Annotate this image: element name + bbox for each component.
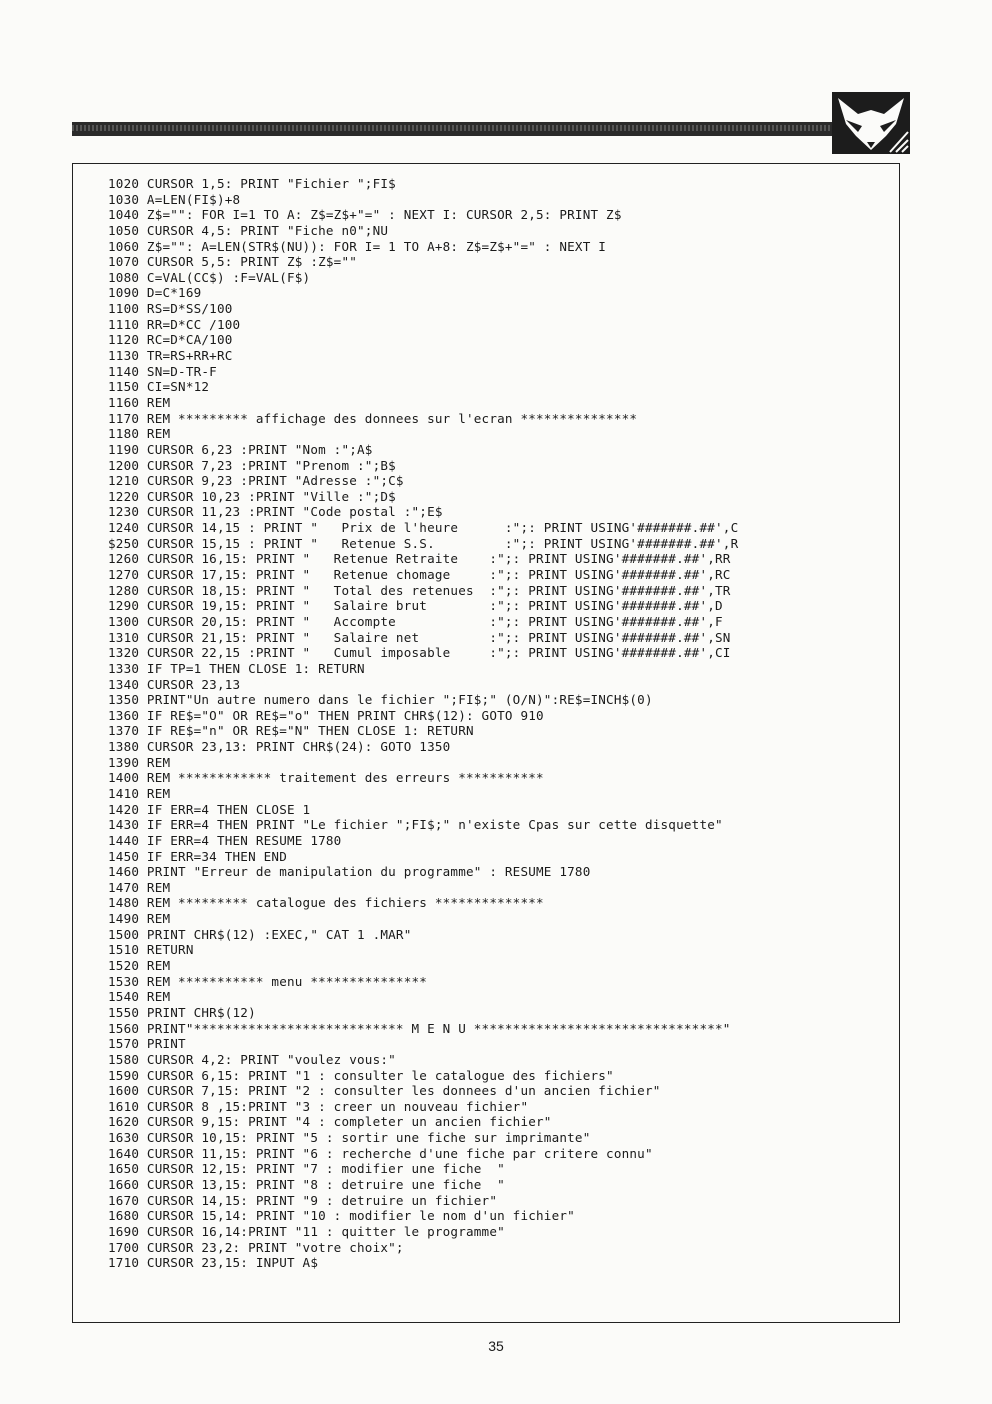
code-line: 1630 CURSOR 10,15: PRINT "5 : sortir une fiche sur imprimante" xyxy=(108,1130,591,1146)
code-line: 1310 CURSOR 21,15: PRINT " Salaire net :";: PRINT USING'#######.##',SN xyxy=(108,629,731,645)
code-line: 1280 CURSOR 18,15: PRINT " Total des retenues :";: PRINT USING'#######.##',TR xyxy=(108,582,731,598)
code-line: 1680 CURSOR 15,14: PRINT "10 : modifier le nom d'un fichier" xyxy=(108,1208,575,1224)
code-line: 1320 CURSOR 22,15 :PRINT " Cumul imposable :";: PRINT USING'#######.##',CI xyxy=(108,645,731,661)
code-line: 1070 CURSOR 5,5: PRINT Z$ :Z$="" xyxy=(108,254,358,270)
code-line: 1110 RR=D*CC /100 xyxy=(108,316,241,332)
code-line: 1700 CURSOR 23,2: PRINT "votre choix"; xyxy=(108,1239,404,1255)
code-line: 1670 CURSOR 14,15: PRINT "9 : detruire un fichier" xyxy=(108,1192,498,1208)
code-line: 1180 REM xyxy=(108,426,171,442)
header-rule-texture xyxy=(72,125,842,131)
code-line: 1080 C=VAL(CC$) :F=VAL(F$) xyxy=(108,269,311,285)
code-line: 1050 CURSOR 4,5: PRINT "Fiche n0";NU xyxy=(108,222,389,238)
code-line: 1530 REM *********** menu *************** xyxy=(108,973,428,989)
code-line: 1410 REM xyxy=(108,785,171,801)
code-line: 1200 CURSOR 7,23 :PRINT "Prenom :";B$ xyxy=(108,457,396,473)
code-line: 1550 PRINT CHR$(12) xyxy=(108,1004,256,1020)
code-line: 1650 CURSOR 12,15: PRINT "7 : modifier une fiche " xyxy=(108,1161,505,1177)
code-line: 1470 REM xyxy=(108,879,171,895)
code-line: 1500 PRINT CHR$(12) :EXEC," CAT 1 .MAR" xyxy=(108,926,412,942)
code-line: 1380 CURSOR 23,13: PRINT CHR$(24): GOTO 1350 xyxy=(108,739,451,755)
code-line: 1490 REM xyxy=(108,911,171,927)
code-line: 1710 CURSOR 23,15: INPUT A$ xyxy=(108,1255,319,1271)
code-line: 1220 CURSOR 10,23 :PRINT "Ville :";D$ xyxy=(108,488,396,504)
code-line: 1190 CURSOR 6,23 :PRINT "Nom :";A$ xyxy=(108,441,373,457)
code-line: 1030 A=LEN(FI$)+8 xyxy=(108,191,241,207)
code-line: 1240 CURSOR 14,15 : PRINT " Prix de l'heure :";: PRINT USING'#######.##',C xyxy=(108,520,739,536)
code-line: 1210 CURSOR 9,23 :PRINT "Adresse :";C$ xyxy=(108,473,404,489)
code-line: 1560 PRINT"*************************** M E N U ********************************" xyxy=(108,1020,731,1036)
code-line: 1460 PRINT "Erreur de manipulation du programme" : RESUME 1780 xyxy=(108,864,591,880)
code-line: 1020 CURSOR 1,5: PRINT "Fichier ";FI$ xyxy=(108,176,396,191)
code-line: 1690 CURSOR 16,14:PRINT "11 : quitter le programme" xyxy=(108,1223,505,1239)
code-line: 1350 PRINT"Un autre numero dans le fichier ";FI$;" (O/N)":RE$=INCH$(0) xyxy=(108,692,653,708)
code-line: 1440 IF ERR=4 THEN RESUME 1780 xyxy=(108,832,342,848)
code-line: 1120 RC=D*CA/100 xyxy=(108,332,233,348)
code-line: 1590 CURSOR 6,15: PRINT "1 : consulter le catalogue des fichiers" xyxy=(108,1067,614,1083)
code-line: 1140 SN=D-TR-F xyxy=(108,363,217,379)
code-line: 1480 REM ********* catalogue des fichiers ************** xyxy=(108,895,544,911)
code-line: 1160 REM xyxy=(108,394,171,410)
code-line: 1600 CURSOR 7,15: PRINT "2 : consulter les donnees d'un ancien fichier" xyxy=(108,1083,661,1099)
code-line: 1130 TR=RS+RR+RC xyxy=(108,348,233,364)
code-line: 1580 CURSOR 4,2: PRINT "voulez vous:" xyxy=(108,1051,396,1067)
code-line: 1540 REM xyxy=(108,989,171,1005)
code-line: 1400 REM ************ traitement des erreurs *********** xyxy=(108,770,544,786)
code-line: 1360 IF RE$="O" OR RE$="o" THEN PRINT CHR$(12): GOTO 910 xyxy=(108,707,544,723)
code-line: 1170 REM ********* affichage des donnees sur l'ecran *************** xyxy=(108,410,638,426)
basic-program-listing xyxy=(108,176,888,1271)
code-line: 1270 CURSOR 17,15: PRINT " Retenue chomage :";: PRINT USING'#######.##',RC xyxy=(108,567,731,583)
code-line: 1660 CURSOR 13,15: PRINT "8 : detruire une fiche " xyxy=(108,1177,505,1192)
code-line: 1260 CURSOR 16,15: PRINT " Retenue Retraite :";: PRINT USING'#######.##',RR xyxy=(108,551,731,567)
code-line: 1330 IF TP=1 THEN CLOSE 1: RETURN xyxy=(108,660,365,676)
code-line: 1100 RS=D*SS/100 xyxy=(108,301,233,317)
code-line: 1230 CURSOR 11,23 :PRINT "Code postal :";E$ xyxy=(108,504,443,520)
code-line: 1420 IF ERR=4 THEN CLOSE 1 xyxy=(108,801,311,817)
fox-head-logo-icon xyxy=(832,92,910,154)
code-line: 1300 CURSOR 20,15: PRINT " Accompte :";: PRINT USING'#######.##',F xyxy=(108,613,723,629)
code-line: 1060 Z$="": A=LEN(STR$(NU)): FOR I= 1 TO A+8: Z$=Z$+"=" : NEXT I xyxy=(108,238,607,254)
code-line: 1640 CURSOR 11,15: PRINT "6 : recherche d'une fiche par critere connu" xyxy=(108,1145,653,1161)
code-line: 1620 CURSOR 9,15: PRINT "4 : completer un ancien fichier" xyxy=(108,1114,552,1130)
code-line: 1570 PRINT xyxy=(108,1036,186,1052)
code-line: 1610 CURSOR 8 ,15:PRINT "3 : creer un nouveau fichier" xyxy=(108,1098,529,1114)
code-line: 1150 CI=SN*12 xyxy=(108,379,210,395)
code-line: 1090 D=C*169 xyxy=(108,285,202,301)
code-line: 1040 Z$="": FOR I=1 TO A: Z$=Z$+"=" : NEXT I: CURSOR 2,5: PRINT Z$ xyxy=(108,207,622,223)
code-line: 1520 REM xyxy=(108,958,171,974)
code-line: 1390 REM xyxy=(108,754,171,770)
code-line: 1510 RETURN xyxy=(108,942,194,958)
code-line: 1450 IF ERR=34 THEN END xyxy=(108,848,287,864)
code-line: 1340 CURSOR 23,13 xyxy=(108,676,241,692)
code-line: 1430 IF ERR=4 THEN PRINT "Le fichier ";FI$;" n'existe Cpas sur cette disquette" xyxy=(108,817,723,833)
code-line: 1290 CURSOR 19,15: PRINT " Salaire brut :";: PRINT USING'#######.##',D xyxy=(108,598,723,614)
page-number: 35 xyxy=(488,1338,504,1354)
code-line: $250 CURSOR 15,15 : PRINT " Retenue S.S. :";: PRINT USING'#######.##',R xyxy=(108,535,739,551)
code-line: 1370 IF RE$="n" OR RE$="N" THEN CLOSE 1: RETURN xyxy=(108,723,474,739)
